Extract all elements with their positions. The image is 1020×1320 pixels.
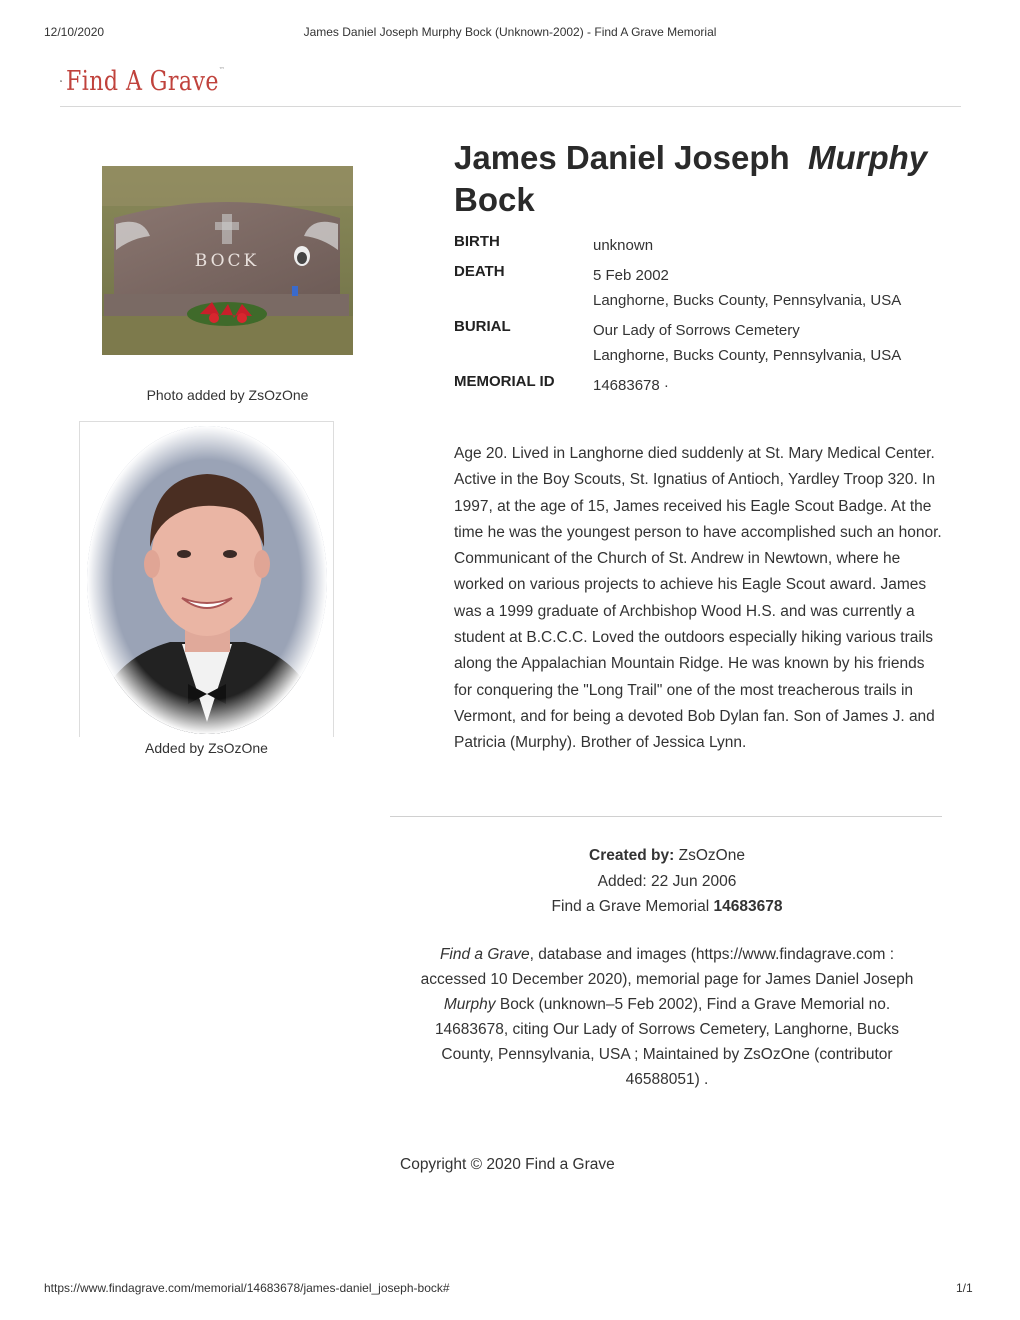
burial-place[interactable]: Langhorne, Bucks County, Pennsylvania, USA xyxy=(593,347,902,364)
memorial-bio: Age 20. Lived in Langhorne died suddenly at St. Mary Medical Center. Active in the Boy Scouts, St. Ignatius of Antioch, Yardley Troop 320. In 1997, at the age of 15, James received his Eagle Scout Badge. At the time he was the youngest person to have accomplished such an honor. Communicant of the Church of St. Andrew in Newtown, where he worked on various projects to achieve his Eagle Scout award. James was a 1999 graduate of Archbishop Wood H.S. and was currently a student at B.C.C.C. Loved the outdoors especially hiking various trails along the Appalachian Mountain Ridge. He was known by his friends for conquering the "Long Trail" one of the most treacherous trails in Vermont, and for being a devoted Bob Dylan fan. Son of James J. and Patricia (Murphy). Brother of Jessica Lynn. xyxy=(454,445,942,752)
portrait-caption: Added by ZsOzOne xyxy=(145,740,268,756)
print-date: 12/10/2020 xyxy=(44,25,105,39)
print-page-number: 1/1 xyxy=(956,1281,973,1295)
birth-value: unknown xyxy=(593,237,654,254)
death-place[interactable]: Langhorne, Bucks County, Pennsylvania, USA xyxy=(593,292,902,309)
content-divider xyxy=(390,816,942,817)
memorial-name: James Daniel Joseph Murphy Bock xyxy=(454,139,928,218)
created-info: Created by: ZsOzOne Added: 22 Jun 2006 Find a Grave Memorial 14683678 xyxy=(420,843,914,920)
creator-link[interactable]: ZsOzOne xyxy=(678,847,745,864)
maiden-name: Murphy xyxy=(808,139,928,176)
print-url: https://www.findagrave.com/memorial/14683678/james-daniel_joseph-bock# xyxy=(44,1281,450,1295)
death-date: 5 Feb 2002 xyxy=(593,267,669,284)
print-page-title: James Daniel Joseph Murphy Bock (Unknown-2002) - Find A Grave Memorial xyxy=(303,25,717,39)
headstone-name-text: BOCK xyxy=(194,251,260,271)
copyright: Copyright © 2020 Find a Grave xyxy=(400,1156,615,1173)
find-a-grave-logo[interactable] xyxy=(60,60,260,102)
citation: Find a Grave, database and images (https://www.findagrave.com : accessed 10 December 2020), memorial page for James Daniel Joseph Murphy Bock (unknown–5 Feb 2002), Find a Grave Memorial no. 14683678, citing Our Lady of Sorrows Cemetery, Langhorne, Bucks County, Pennsylvania, USA ; Maintained by ZsOzOne (contributor 46588051) . xyxy=(420,946,914,1088)
memorial-id-value: 14683678 · xyxy=(593,377,669,394)
memorial-id: 14683678 xyxy=(713,898,783,915)
logo-text: Find A Grave™ xyxy=(65,65,226,97)
added-date: Added: 22 Jun 2006 xyxy=(597,872,737,890)
portrait-photo[interactable] xyxy=(79,421,334,737)
photo-caption: Photo added by ZsOzOne xyxy=(146,387,309,403)
burial-cemetery[interactable]: Our Lady of Sorrows Cemetery xyxy=(593,322,800,339)
logo-tombstone-icon xyxy=(60,64,62,98)
headstone-photo[interactable] xyxy=(102,166,353,355)
header-divider xyxy=(60,106,961,107)
